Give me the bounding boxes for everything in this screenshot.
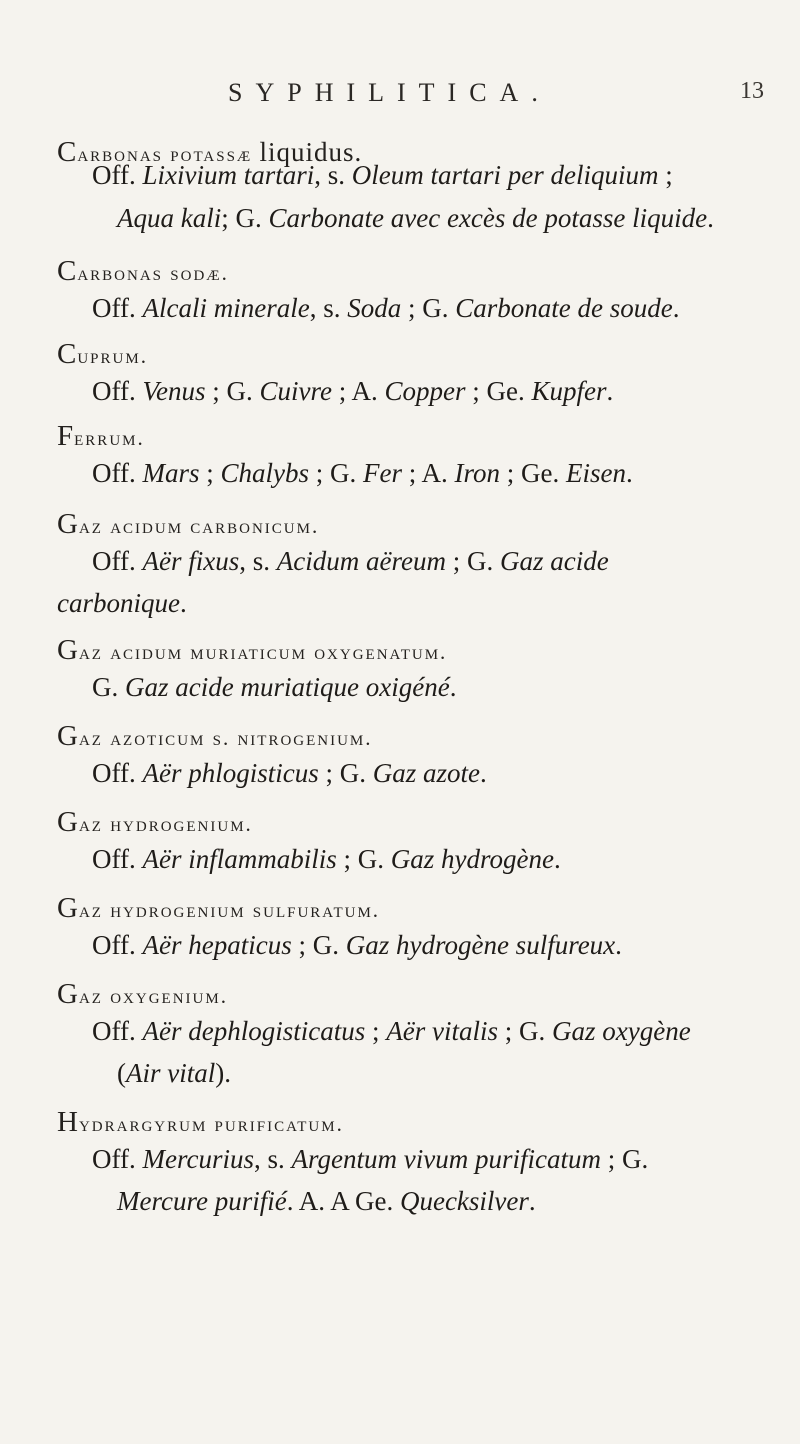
synonym-line: Mercure purifié. A. A Ge. Quecksilver. (117, 1186, 536, 1216)
synonym-line: Off. Aër dephlogisticatus ; Aër vitalis ; G. Gaz oxygène (92, 1016, 691, 1046)
synonym-line: Off. Aër hepaticus ; G. Gaz hydrogène sulfureux. (92, 930, 622, 960)
entry-heading: Cuprum. (57, 338, 148, 370)
synonym-line: Off. Venus ; G. Cuivre ; A. Copper ; Ge. Kupfer. (92, 376, 614, 406)
synonym-line: Off. Alcali minerale, s. Soda ; G. Carbonate de soude. (92, 293, 680, 323)
synonym-line: (Air vital). (117, 1058, 231, 1088)
synonym-line: Off. Aër fixus, s. Acidum aëreum ; G. Gaz acide (92, 546, 609, 576)
entry-heading: Gaz hydrogenium. (57, 806, 253, 838)
synonym-line: Off. Mercurius, s. Argentum vivum purificatum ; G. (92, 1144, 649, 1174)
entry-heading: Gaz oxygenium. (57, 978, 228, 1010)
entry-heading: Gaz acidum muriaticum oxygenatum. (57, 634, 448, 666)
synonym-line: Aqua kali; G. Carbonate avec excès de potasse liquide. (117, 203, 714, 233)
page-number: 13 (740, 78, 764, 104)
entry-heading: Carbonas sodæ. (57, 255, 229, 287)
entry-heading: Hydrargyrum purificatum. (57, 1106, 344, 1138)
entry-heading: Gaz azoticum s. nitrogenium. (57, 720, 373, 752)
entry-heading: Ferrum. (57, 420, 145, 452)
running-title: SYPHILITICA. (228, 78, 551, 107)
page-header (0, 78, 800, 118)
synonym-line: Off. Aër phlogisticus ; G. Gaz azote. (92, 758, 487, 788)
entry-heading: Gaz hydrogenium sulfuratum. (57, 892, 381, 924)
synonym-line: carbonique. (57, 588, 187, 618)
synonym-line: G. Gaz acide muriatique oxigéné. (92, 672, 457, 702)
synonym-line: Off. Aër inflammabilis ; G. Gaz hydrogène. (92, 844, 561, 874)
entry-heading: Gaz acidum carbonicum. (57, 508, 320, 540)
entry-heading: Carbonas potassæ liquidus. (57, 136, 363, 168)
synonym-line: Off. Mars ; Chalybs ; G. Fer ; A. Iron ; Ge. Eisen. (92, 458, 633, 488)
synonym-line: Off. Lixivium tartari, s. Oleum tartari per deliquium ; (92, 160, 673, 190)
